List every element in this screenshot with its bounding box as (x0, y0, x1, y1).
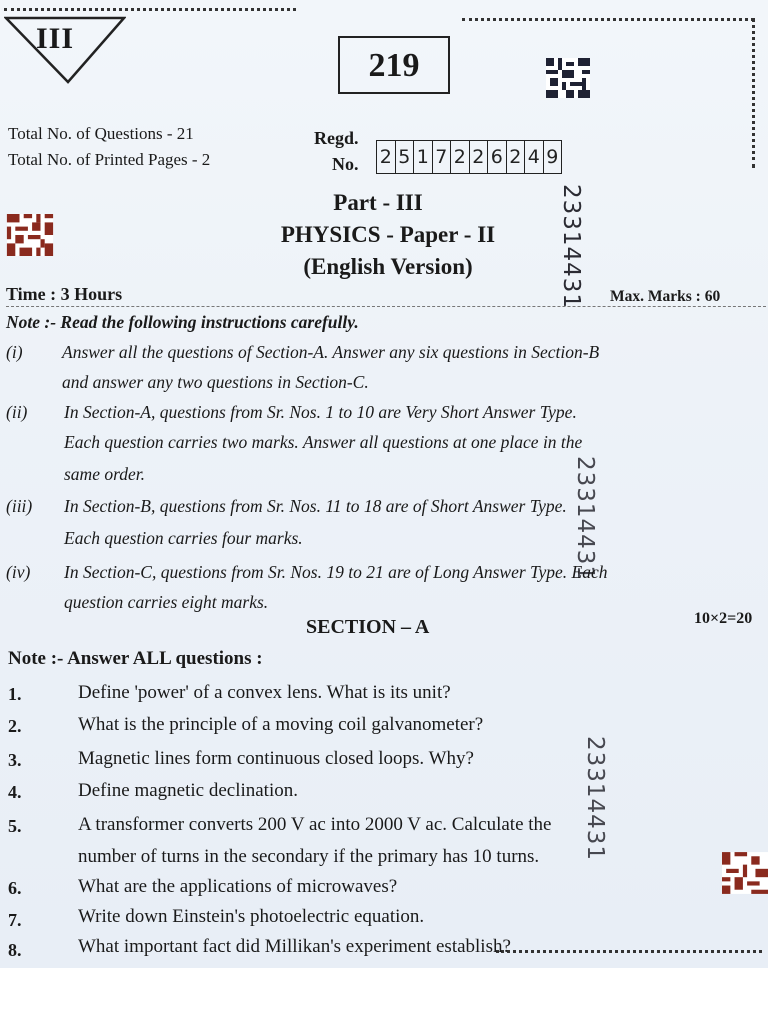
registration-number-boxes (376, 140, 562, 174)
header-divider (6, 306, 766, 307)
max-marks: Max. Marks : 60 (610, 288, 721, 305)
regd-digit: 2 (507, 141, 526, 173)
question-text: What important fact did Millikan's experiment establish? (78, 936, 511, 957)
question-number: 8. (8, 940, 22, 960)
right-dotted-border (752, 18, 755, 168)
qr-code-icon-right (722, 852, 768, 894)
total-questions: Total No. of Questions - 21 (8, 124, 194, 143)
section-a-note: Note :- Answer ALL questions : (8, 648, 263, 669)
instruction-number: (iii) (6, 496, 33, 516)
question-number: 3. (8, 750, 22, 770)
top-left-dotted-border (4, 8, 296, 11)
regd-digit: 7 (433, 141, 452, 173)
question-text: number of turns in the secondary if the primary has 10 turns. (78, 846, 540, 867)
subject-title: PHYSICS - Paper - II (280, 222, 496, 247)
version-title: (English Version) (303, 254, 473, 279)
instruction-text: Each question carries four marks. (64, 528, 303, 548)
regd-digit: 4 (525, 141, 544, 173)
qr-code-icon (546, 58, 590, 98)
regd-digit: 9 (546, 146, 559, 168)
part-title: Part - III (333, 190, 423, 215)
regd-no-label: No. (332, 154, 359, 174)
instruction-text: In Section-B, questions from Sr. Nos. 11 to 18 are of Short Answer Type. (64, 496, 567, 516)
roll-stamp-1: 23314431 (558, 184, 584, 310)
question-number: 4. (8, 782, 22, 802)
instruction-text: and answer any two questions in Section-C. (62, 372, 369, 392)
instruction-number: (i) (6, 342, 23, 362)
regd-label: Regd. (314, 128, 359, 148)
question-text: Define magnetic declination. (78, 780, 298, 801)
regd-digit: 2 (451, 141, 470, 173)
regd-digit: 1 (414, 141, 433, 173)
question-text: What is the principle of a moving coil galvanometer? (78, 714, 484, 735)
top-right-dotted-border (462, 18, 754, 21)
question-text: A transformer converts 200 V ac into 2000 V ac. Calculate the (78, 814, 552, 835)
regd-digit: 2 (470, 141, 489, 173)
instructions-note: Note :- Read the following instructions carefully. (6, 312, 359, 332)
roll-stamp-2: 23314431 (572, 456, 598, 582)
instruction-number: (iv) (6, 562, 31, 582)
total-pages: Total No. of Printed Pages - 2 (8, 150, 211, 169)
instruction-text: same order. (64, 464, 146, 484)
instruction-text: Answer all the questions of Section-A. Answer any six questions in Section-B (62, 342, 600, 362)
instruction-number: (ii) (6, 402, 28, 422)
question-number: 5. (8, 816, 22, 836)
regd-digit: 2 (377, 141, 396, 173)
question-number: 6. (8, 878, 22, 898)
question-number: 1. (8, 684, 22, 704)
question-text: Magnetic lines form continuous closed loops. Why? (78, 748, 474, 769)
instruction-text: question carries eight marks. (64, 592, 269, 612)
section-a-marks: 10×2=20 (694, 610, 753, 627)
instruction-text: Each question carries two marks. Answer all questions at one place in the (64, 432, 583, 452)
regd-digit: 5 (396, 141, 415, 173)
instruction-text: In Section-C, questions from Sr. Nos. 19 to 21 are of Long Answer Type. Each (64, 562, 608, 582)
paper-code: 219 (338, 36, 450, 94)
question-number: 7. (8, 910, 22, 930)
bottom-right-dotted-border (496, 950, 762, 953)
qr-code-icon-left (6, 214, 54, 256)
regd-digit: 6 (488, 141, 507, 173)
question-text: Write down Einstein's photoelectric equation. (78, 906, 425, 927)
time-allowed: Time : 3 Hours (6, 284, 123, 304)
instruction-text: In Section-A, questions from Sr. Nos. 1 to 10 are Very Short Answer Type. (64, 402, 577, 422)
roll-stamp-3: 23314431 (582, 736, 608, 862)
question-number: 2. (8, 716, 22, 736)
question-text: Define 'power' of a convex lens. What is its unit? (78, 682, 451, 703)
part-badge-text: III (36, 22, 75, 55)
question-text: What are the applications of microwaves? (78, 876, 398, 897)
section-a-title: SECTION – A (306, 616, 430, 638)
